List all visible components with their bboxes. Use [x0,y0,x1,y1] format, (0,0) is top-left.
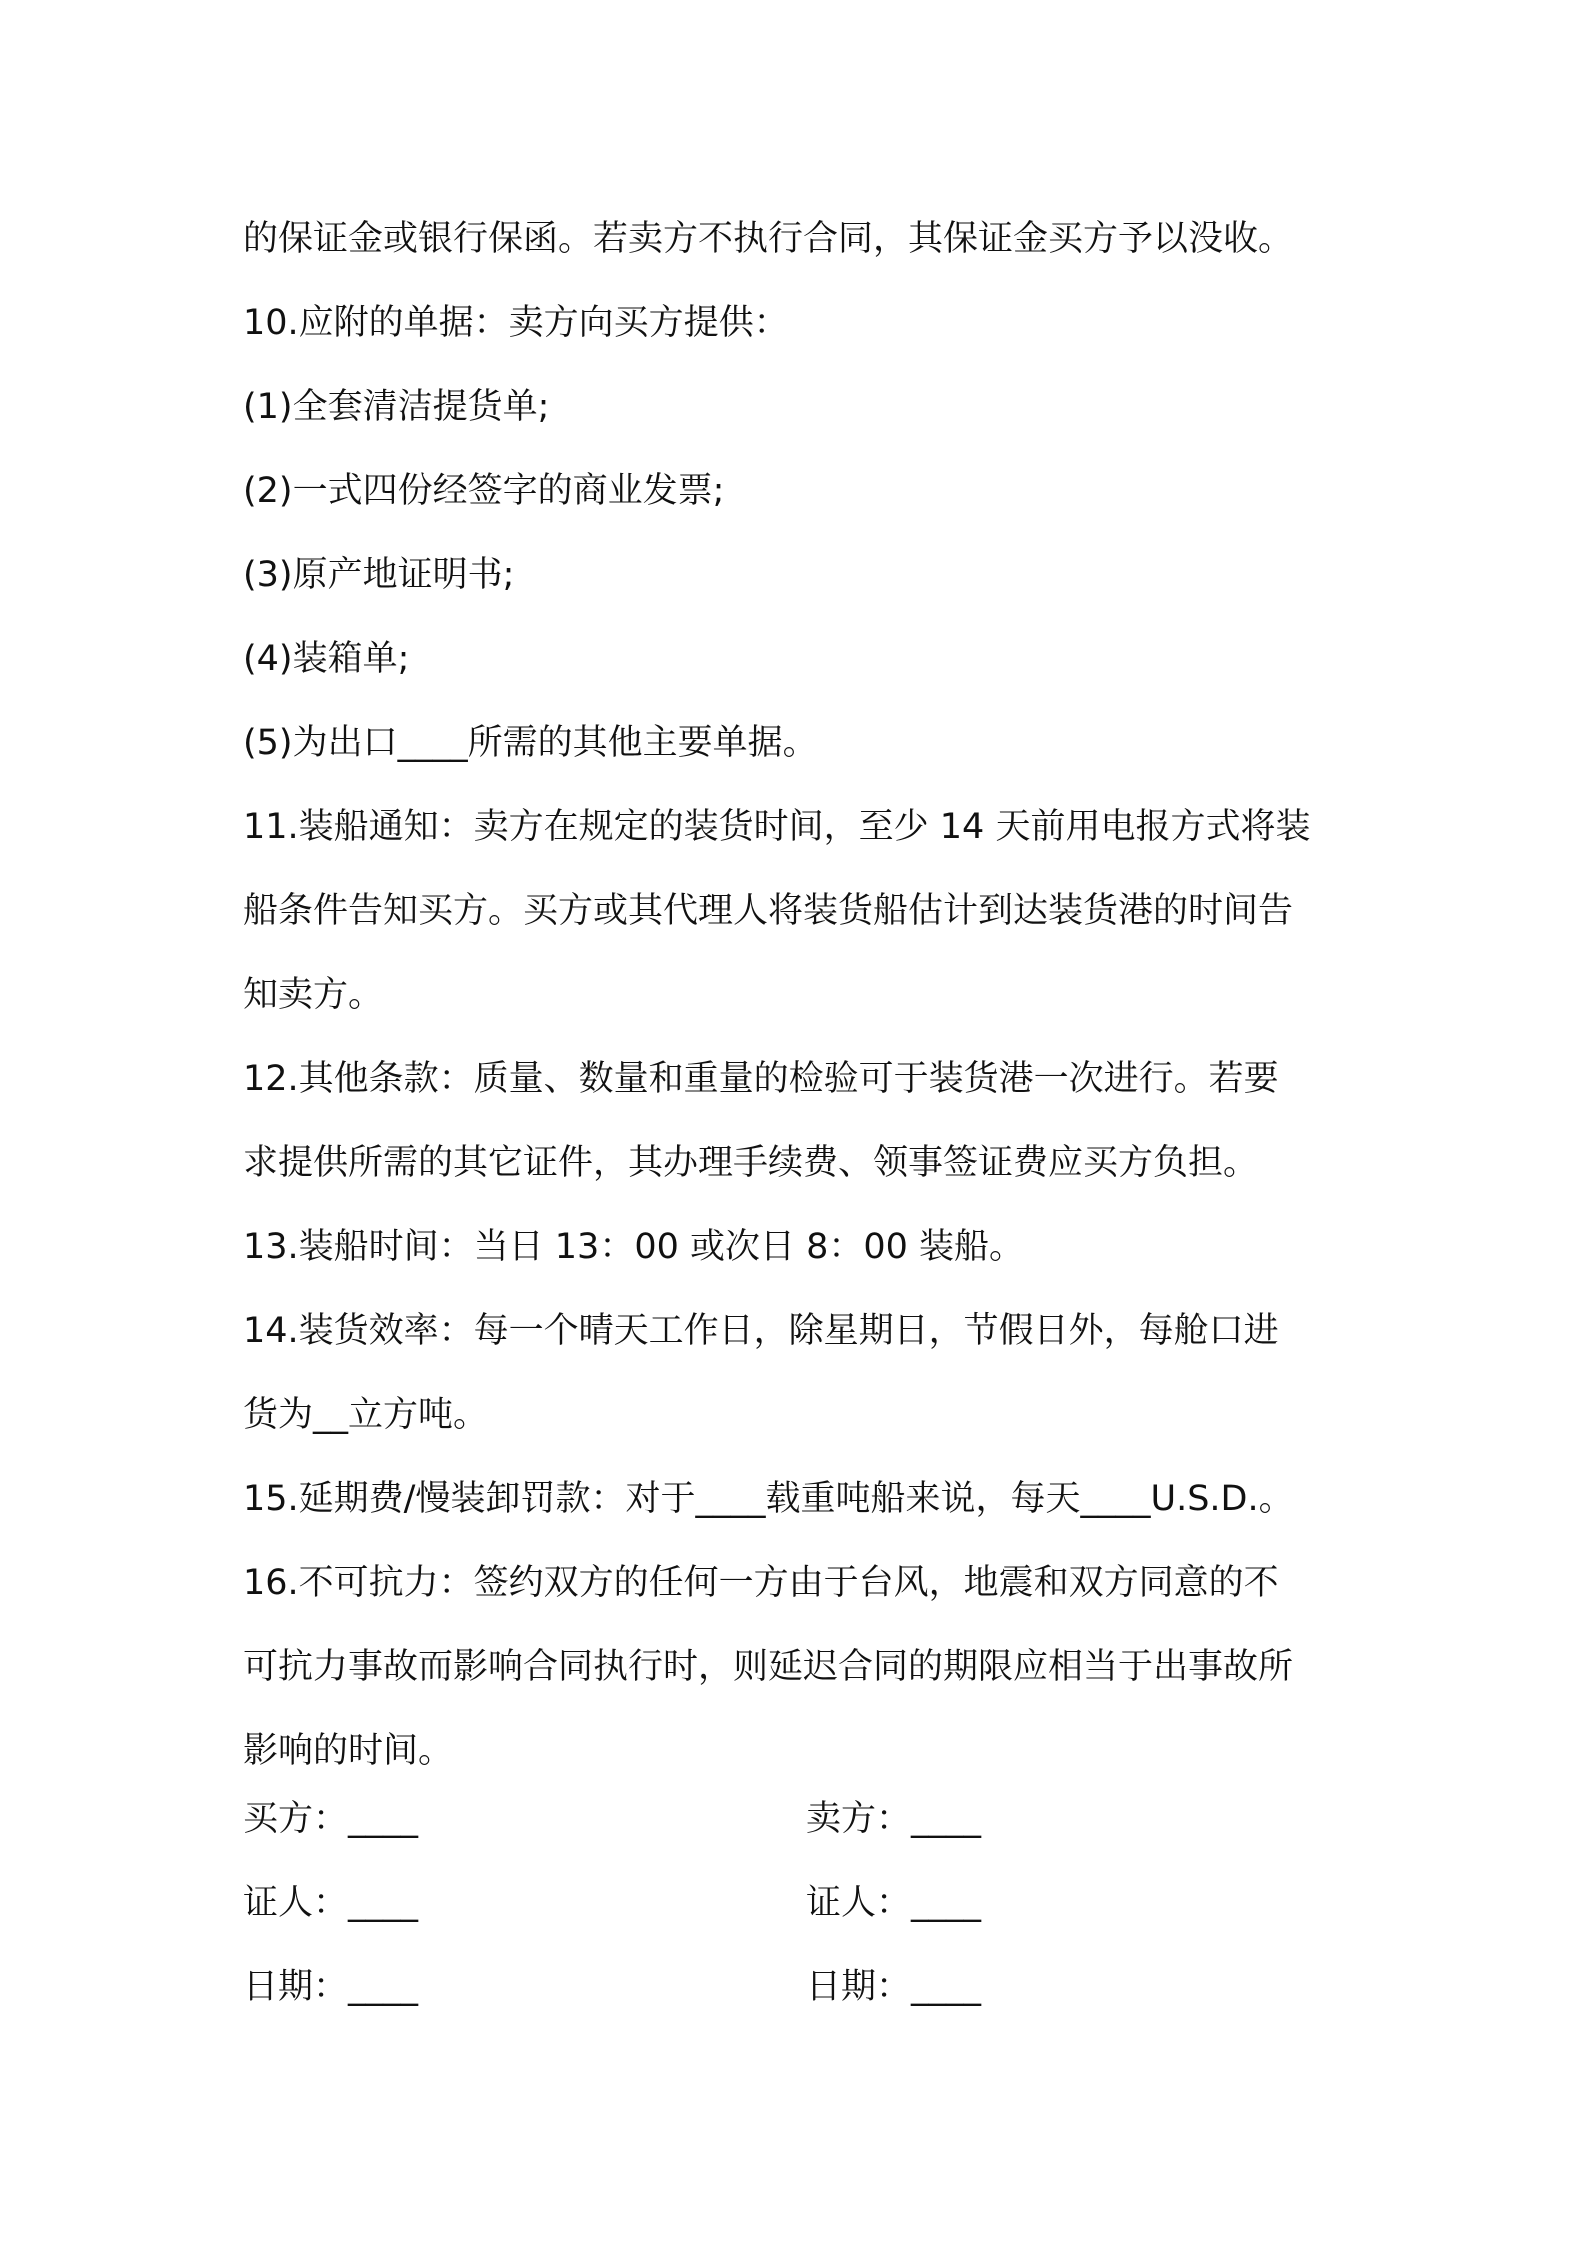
seller-signature: 卖方：____ [806,1799,982,1839]
body-line: 知卖方。 [243,975,384,1015]
body-line: (3)原产地证明书; [243,555,515,595]
body-line: 货为__立方吨。 [243,1395,489,1435]
body-line: 11.装船通知：卖方在规定的装货时间，至少 14 天前用电报方式将装 [243,807,1311,847]
body-line: 可抗力事故而影响合同执行时，则延迟合同的期限应相当于出事故所 [243,1647,1294,1687]
body-line: 求提供所需的其它证件，其办理手续费、领事签证费应买方负担。 [243,1143,1259,1183]
buyer-date: 日期：____ [243,1967,419,2007]
body-line: 15.延期费/慢装卸罚款：对于____载重吨船来说，每天____U.S.D.。 [243,1479,1294,1519]
body-line: 13.装船时间：当日 13：00 或次日 8：00 装船。 [243,1227,1025,1267]
signature-row [243,1945,1365,2029]
body-line: 船条件告知买方。买方或其代理人将装货船估计到达装货港的时间告 [243,891,1294,931]
signature-row [243,1777,1365,1861]
body-line: (5)为出口____所需的其他主要单据。 [243,723,818,763]
buyer-witness: 证人：____ [243,1883,419,1923]
body-line: 的保证金或银行保函。若卖方不执行合同，其保证金买方予以没收。 [243,219,1294,259]
body-line: 影响的时间。 [243,1731,454,1771]
body-line: (1)全套清洁提货单; [243,387,550,427]
body-line: (2)一式四份经签字的商业发票; [243,471,725,511]
signature-block [243,1777,1365,2029]
seller-date: 日期：____ [806,1967,982,2007]
body-line: 16.不可抗力：签约双方的任何一方由于台风，地震和双方同意的不 [243,1563,1279,1603]
seller-witness: 证人：____ [806,1883,982,1923]
signature-row [243,1861,1365,1945]
body-line: 14.装货效率：每一个晴天工作日，除星期日，节假日外，每舱口进 [243,1311,1279,1351]
body-line: 10.应附的单据：卖方向买方提供： [243,303,789,343]
contract-body [243,197,1365,1793]
body-line: 12.其他条款：质量、数量和重量的检验可于装货港一次进行。若要 [243,1059,1279,1099]
buyer-signature: 买方：____ [243,1799,419,1839]
body-line: (4)装箱单; [243,639,410,679]
